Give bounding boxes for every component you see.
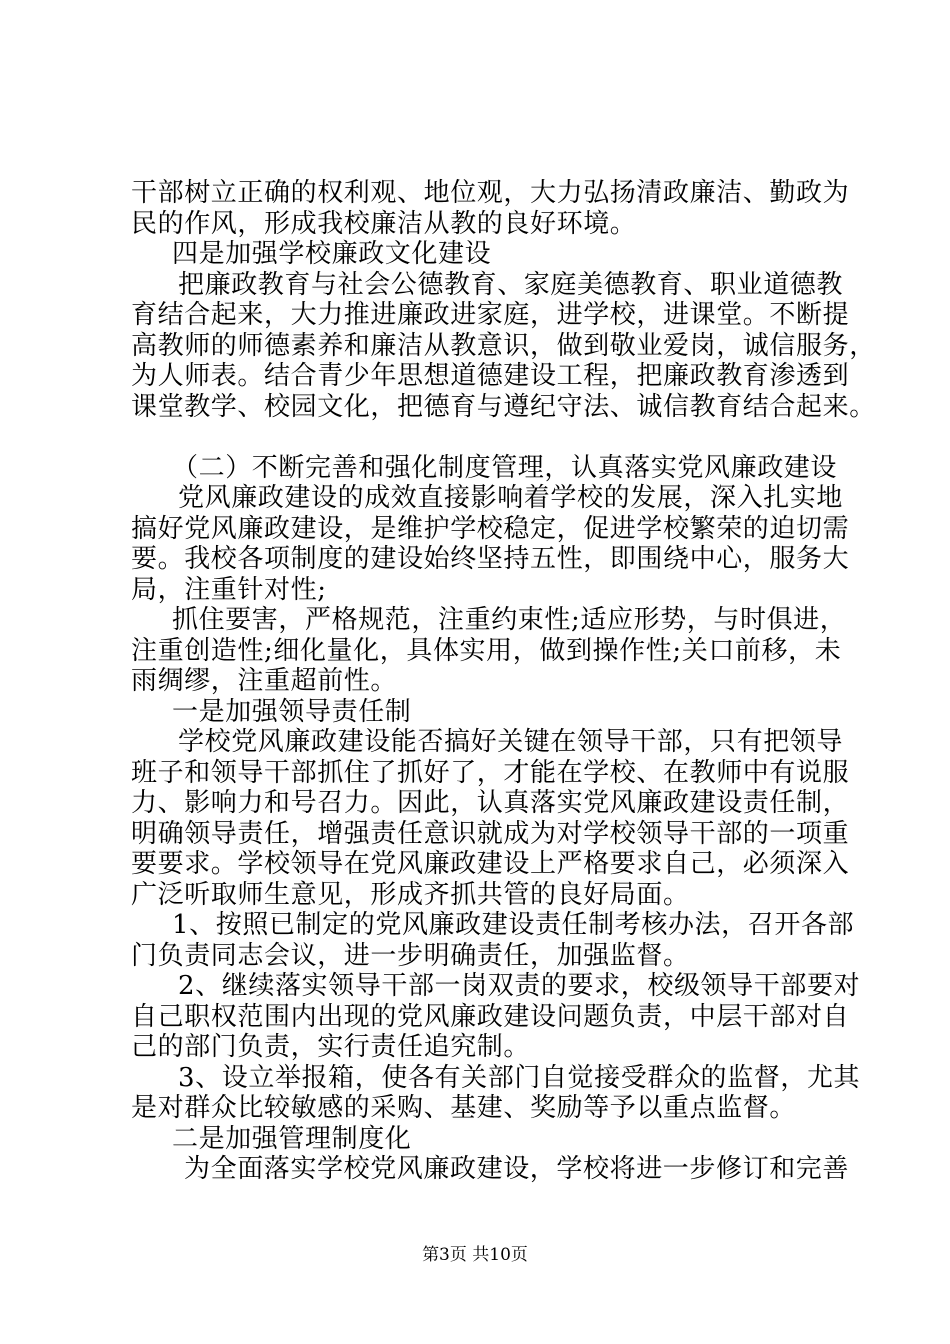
text-line: 1、按照已制定的党风廉政建设责任制考核办法，召开各部 [172,910,855,940]
text-line: 要要求。学校领导在党风廉政建设上严格要求自己，必须深入 [131,849,850,879]
text-line: 干部树立正确的权利观、地位观，大力弘扬清政廉洁、勤政为 [131,178,850,208]
text-line: 高教师的师德素养和廉洁从教意识，做到敬业爱岗，诚信服务， [131,330,876,361]
blank-line [131,422,851,453]
text-line: 2、继续落实领导干部一岗双责的要求，校级领导干部要对 [178,971,861,1001]
document-body [131,178,876,1185]
text-line: 己的部门负责，实行责任追究制。 [131,1032,531,1062]
text-line: 搞好党风廉政建设，是维护学校稳定，促进学校繁荣的迫切需 [131,513,850,544]
text-line: 要。我校各项制度的建设始终坚持五性，即围绕中心，服务大 [131,544,850,574]
text-line: 自己职权范围内出现的党风廉政建设问题负责，中层干部对自 [131,1001,850,1032]
text-line: 学校党风廉政建设能否搞好关键在领导干部，只有把领导 [178,727,844,757]
text-line: 是对群众比较敏感的采购、基建、奖励等予以重点监督。 [131,1093,797,1123]
text-line: 雨绸缪，注重超前性。 [131,666,398,696]
text-line: 明确领导责任，增强责任意识就成为对学校领导干部的一项重 [131,818,850,849]
text-line: 一是加强领导责任制 [172,696,412,727]
text-line: 为全面落实学校党风廉政建设，学校将进一步修订和完善 [184,1154,850,1184]
text-line: 抓住要害，严格规范，注重约束性;适应形势，与时俱进， [172,605,847,635]
text-line: 四是加强学校廉政文化建设 [172,239,492,269]
text-line: 班子和领导干部抓住了抓好了，才能在学校、在教师中有说服 [131,757,850,788]
text-line: 把廉政教育与社会公德教育、家庭美德教育、职业道德教 [178,269,844,300]
text-line: 民的作风，形成我校廉洁从教的良好环境。 [131,208,637,239]
text-line: （二）不断完善和强化制度管理，认真落实党风廉政建设 [172,452,838,483]
text-line: 局，注重针对性; [131,574,327,605]
text-line: 广泛听取师生意见，形成齐抓共管的良好局面。 [131,879,690,910]
text-line: 注重创造性;细化量化，具体实用，做到操作性;关口前移，未 [131,635,842,666]
text-line: 育结合起来，大力推进廉政进家庭，进学校，进课堂。不断提 [131,300,850,330]
text-line: 力、影响力和号召力。因此，认真落实党风廉政建设责任制， [131,788,850,818]
text-line: 党风廉政建设的成效直接影响着学校的发展，深入扎实地 [178,483,844,513]
text-line: 门负责同志会议，进一步明确责任，加强监督。 [131,940,690,971]
text-line: 3、设立举报箱，使各有关部门自觉接受群众的监督，尤其 [178,1062,861,1093]
text-line: 二是加强管理制度化 [172,1123,412,1154]
text-line: 为人师表。结合青少年思想道德建设工程，把廉政教育渗透到 [131,361,850,391]
text-line: 课堂教学、校园文化，把德育与遵纪守法、诚信教育结合起来。 [131,391,876,422]
page-footer: 第3页 共10页 [422,1245,528,1265]
